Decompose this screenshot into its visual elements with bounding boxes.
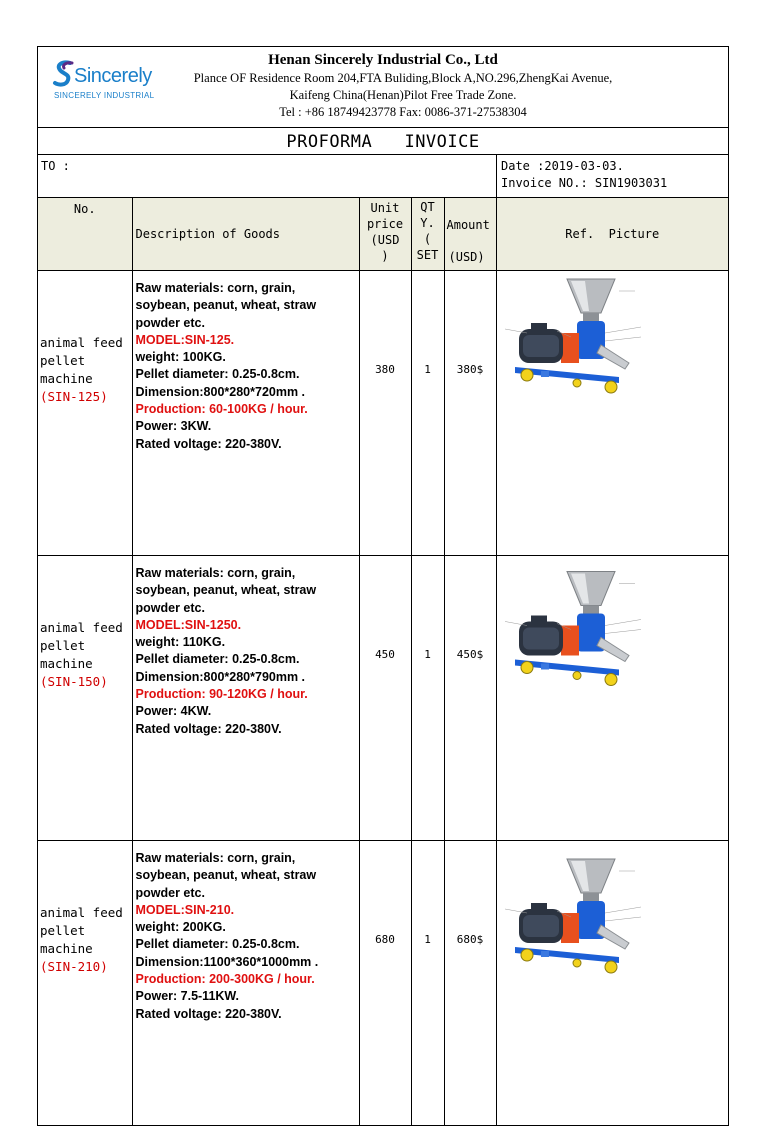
table-row: [38, 841, 728, 1126]
header-amount-unit: (USD): [448, 250, 485, 264]
desc-pellet: Pellet diameter: 0.25-0.8cm.: [135, 652, 300, 667]
header-unit-price: [359, 198, 411, 271]
item-name-cell: [38, 271, 132, 556]
header-unit-line: Unit: [370, 201, 400, 215]
item-description-cell: [132, 841, 359, 1126]
table-row: [38, 556, 728, 841]
desc-line: powder etc.: [135, 315, 205, 330]
desc-model: MODEL:SIN-210.: [135, 902, 235, 917]
item-name-line: animal feed: [40, 335, 123, 350]
desc-line: soybean, peanut, wheat, straw: [135, 583, 317, 598]
pellet-machine-photo: [501, 560, 671, 705]
header-unit-line: price: [366, 217, 404, 231]
item-name-line: animal feed: [40, 905, 123, 920]
header-qty-line: (: [423, 232, 432, 246]
qty-cell: 1: [411, 556, 444, 841]
desc-production: Production: 90-120KG / hour.: [135, 687, 308, 702]
desc-production: Production: 200-300KG / hour.: [135, 972, 315, 987]
header-ref-picture: Ref. Picture: [496, 198, 728, 271]
item-name-cell: [38, 556, 132, 841]
desc-line: powder etc.: [135, 885, 205, 900]
company-name: Henan Sincerely Industrial Co., Ltd: [268, 52, 498, 68]
pellet-machine-photo: [501, 275, 671, 405]
desc-weight: weight: 100KG.: [135, 350, 226, 365]
desc-weight: weight: 110KG.: [135, 635, 226, 650]
item-model-tag: (SIN-125): [40, 389, 108, 404]
desc-power: Power: 3KW.: [135, 419, 212, 434]
desc-model: MODEL:SIN-125.: [135, 332, 235, 347]
desc-voltage: Rated voltage: 220-380V.: [135, 1006, 282, 1021]
recipient-row: [38, 155, 728, 198]
address-line-1: Plance OF Residence Room 204,FTA Buliding,Block A,NO.296,ZhengKai Avenue,: [193, 71, 613, 85]
desc-line: soybean, peanut, wheat, straw: [135, 868, 317, 883]
invoice-sheet: [37, 46, 729, 1126]
header-no: No.: [38, 198, 132, 271]
logo-subtitle: SINCERELY INDUSTRIAL: [54, 91, 155, 100]
ref-picture-cell: [496, 271, 728, 556]
logo-word: Sincerely: [74, 65, 152, 87]
desc-model: MODEL:SIN-1250.: [135, 617, 242, 632]
desc-dimension: Dimension:800*280*790mm .: [135, 669, 306, 684]
desc-pellet: Pellet diameter: 0.25-0.8cm.: [135, 367, 300, 382]
goods-table: [38, 198, 728, 1125]
unit-price-cell: 450: [359, 556, 411, 841]
unit-price-cell: 680: [359, 841, 411, 1126]
table-row: [38, 271, 728, 556]
item-name-line: pellet: [40, 923, 86, 938]
desc-line: soybean, peanut, wheat, straw: [135, 298, 317, 313]
desc-pellet: Pellet diameter: 0.25-0.8cm.: [135, 937, 300, 952]
desc-production: Production: 60-100KG / hour.: [135, 402, 308, 417]
desc-dimension: Dimension:1100*360*1000mm .: [135, 954, 319, 969]
address-line-2: Kaifeng China(Henan)Pilot Free Trade Zone.: [289, 88, 517, 102]
item-name-cell: [38, 841, 132, 1126]
table-header-row: [38, 198, 728, 271]
desc-line: Raw materials: corn, grain,: [135, 281, 296, 295]
header-qty-line: Y.: [420, 216, 435, 230]
desc-dimension: Dimension:800*280*720mm .: [135, 384, 306, 399]
invoice-meta: [496, 155, 667, 197]
header-amount: [444, 198, 496, 271]
item-name-line: machine: [40, 941, 93, 956]
to-label: TO :: [41, 159, 70, 173]
desc-line: Raw materials: corn, grain,: [135, 566, 296, 580]
amount-cell: 380$: [444, 271, 496, 556]
desc-weight: weight: 200KG.: [135, 920, 226, 935]
item-name-line: pellet: [40, 353, 86, 368]
invoice-number: Invoice NO.: SIN1903031: [501, 176, 668, 190]
header-qty: [411, 198, 444, 271]
desc-line: powder etc.: [135, 600, 205, 615]
invoice-date: Date :2019-03-03.: [501, 159, 624, 173]
unit-price-cell: 380: [359, 271, 411, 556]
item-name-line: machine: [40, 371, 93, 386]
header-unit-line: (USD: [370, 233, 400, 247]
item-name-line: pellet: [40, 638, 86, 653]
ref-picture-cell: [496, 556, 728, 841]
amount-cell: 680$: [444, 841, 496, 1126]
item-model-tag: (SIN-210): [40, 959, 108, 974]
header-qty-line: SET: [416, 248, 439, 262]
header-amount-label: Amount: [446, 218, 490, 232]
ref-picture-cell: [496, 841, 728, 1126]
amount-cell: 450$: [444, 556, 496, 841]
desc-line: Raw materials: corn, grain,: [135, 851, 296, 865]
item-name-line: animal feed: [40, 620, 123, 635]
header-description: Description of Goods: [132, 198, 359, 271]
contact-line: Tel : +86 18749423778 Fax: 0086-371-27538304: [279, 105, 527, 119]
desc-power: Power: 7.5-11KW.: [135, 989, 240, 1004]
header-unit-line: ): [381, 249, 389, 263]
desc-power: Power: 4KW.: [135, 704, 212, 719]
qty-cell: 1: [411, 271, 444, 556]
header-qty-line: QT: [420, 200, 435, 214]
item-name-line: machine: [40, 656, 93, 671]
invoice-title: PROFORMA INVOICE: [38, 128, 728, 155]
pellet-machine-photo: [501, 845, 671, 995]
company-header: [38, 47, 728, 128]
qty-cell: 1: [411, 841, 444, 1126]
desc-voltage: Rated voltage: 220-380V.: [135, 436, 282, 451]
item-description-cell: [132, 556, 359, 841]
item-description-cell: [132, 271, 359, 556]
desc-voltage: Rated voltage: 220-380V.: [135, 721, 282, 736]
item-model-tag: (SIN-150): [40, 674, 108, 689]
